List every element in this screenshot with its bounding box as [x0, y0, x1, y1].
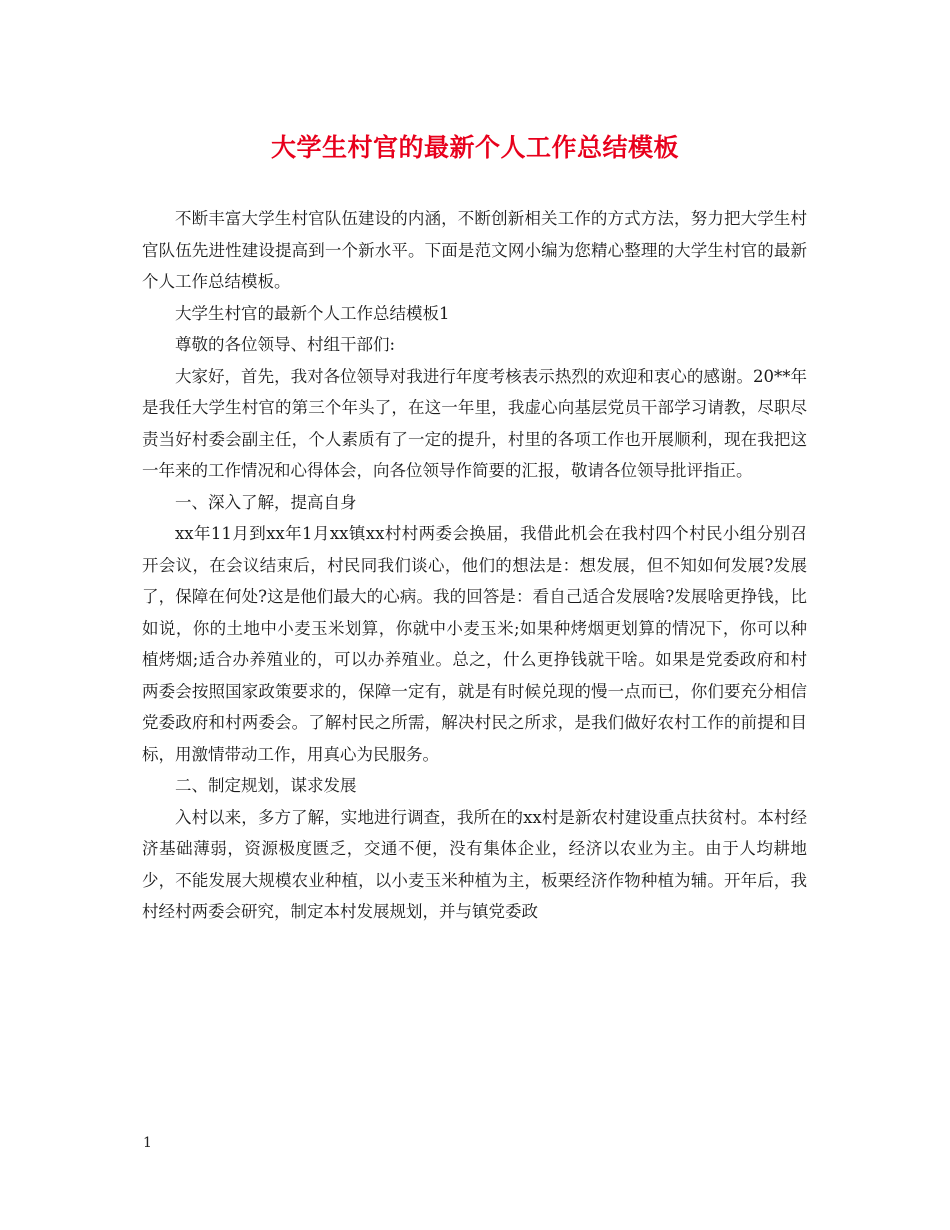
body-paragraph: xx年11月到xx年1月xx镇xx村村两委会换届，我借此机会在我村四个村民小组分别召开会议，在会议结束后，村民同我们谈心，他们的想法是：想发展，但不知如何发展?发展了，保障在何处?这是他们最大的心病。我的回答是：看自己适合发展啥?发展啥更挣钱，比如说，你的土地中小麦玉米划算，你就中小麦玉米;如果种烤烟更划算的情况下，你可以种植烤烟;适合办养殖业的，可以办养殖业。总之，什么更挣钱就干啥。如果是党委政府和村两委会按照国家政策要求的，保障一定有，就是有时候兑现的慢一点而已，你们要充分相信党委政府和村两委会。了解村民之所需，解决村民之所求，是我们做好农村工作的前提和目标，用激情带动工作，用真心为民服务。: [142, 524, 807, 764]
subheading-1: 一、深入了解，提高自身: [175, 492, 357, 512]
subheading-2: 二、制定规划，谋求发展: [175, 776, 357, 795]
document-title: 大学生村官的最新个人工作总结模板: [270, 133, 679, 162]
page-number: 1: [143, 1135, 152, 1151]
body-paragraph: 入村以来，多方了解，实地进行调查，我所在的xx村是新农村建设重点扶贫村。本村经济基础薄弱，资源极度匮乏，交通不便，没有集体企业，经济以农业为主。由于人均耕地少，不能发展大规模农业种植，以小麦玉米种植为主，板栗经济作物种植为辅。开年后，我村经村两委会研究，制定本村发展规划，并与镇党委政: [142, 807, 807, 921]
section-heading: 大学生村官的最新个人工作总结模板1: [175, 303, 450, 323]
intro-paragraph: 不断丰富大学生村官队伍建设的内涵，不断创新相关工作的方式方法，努力把大学生村官队伍先进性建设提高到一个新水平。下面是范文网小编为您精心整理的大学生村官的最新个人工作总结模板。: [142, 209, 807, 291]
salutation: 尊敬的各位领导、村组干部们:: [175, 335, 396, 354]
document-body: [142, 203, 807, 928]
body-paragraph: 大家好，首先，我对各位领导对我进行年度考核表示热烈的欢迎和衷心的感谢。20**年是我任大学生村官的第三个年头了，在这一年里，我虚心向基层党员干部学习请教，尽职尽责当好村委会副主任，个人素质有了一定的提升，村里的各项工作也开展顺利，现在我把这一年来的工作情况和心得体会，向各位领导作简要的汇报，敬请各位领导批评指正。: [142, 366, 807, 480]
